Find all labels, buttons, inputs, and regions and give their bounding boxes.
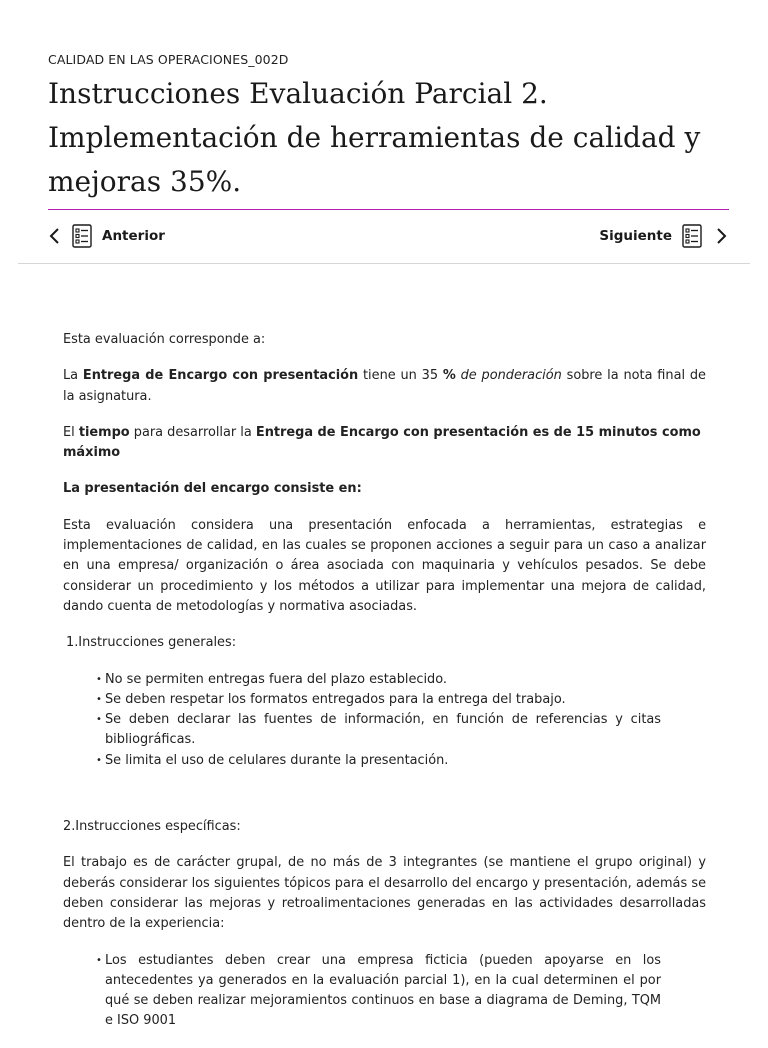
text-run: El bbox=[63, 424, 79, 440]
text-run: sobre la nota final de la asignatura. bbox=[63, 368, 706, 404]
chevron-left-icon bbox=[48, 227, 62, 245]
general-instructions-heading: 1.Instrucciones generales: bbox=[66, 635, 237, 651]
text-run-bold: La presentación del encargo consiste en: bbox=[63, 481, 362, 497]
text-run: La bbox=[63, 368, 83, 384]
nav-divider bbox=[18, 263, 750, 264]
previous-button[interactable] bbox=[48, 220, 165, 252]
content-body bbox=[63, 330, 706, 1048]
previous-label: Anterior bbox=[102, 228, 165, 244]
weight-paragraph bbox=[63, 366, 706, 407]
page-navigation bbox=[48, 220, 728, 252]
text-run: tiene un 35 bbox=[358, 368, 443, 384]
text-run-bold: Entrega de Encargo con presentación es de 15 minutos como máximo bbox=[63, 424, 701, 461]
text-run-italic: de ponderación bbox=[455, 368, 562, 384]
group-work-paragraph: El trabajo es de carácter grupal, de no más de 3 integrantes (se mantiene el grupo original) y deberás considerar los siguientes tópicos para el desarrollo del encargo y presentación, además se deben considerar las mejoras y retroalimentaciones generadas en las actividades desarrolladas dentro de la experiencia: bbox=[63, 855, 706, 932]
general-instructions-list bbox=[63, 670, 706, 771]
list-item: • Se limita el uso de celulares durante la presentación. bbox=[96, 751, 661, 771]
next-button[interactable] bbox=[599, 220, 728, 252]
checklist-icon bbox=[680, 223, 704, 249]
list-item: • Se deben respetar los formatos entregados para la entrega del trabajo. bbox=[96, 690, 661, 710]
list-item: • No se permiten entregas fuera del plazo establecido. bbox=[96, 670, 661, 690]
text-run-bold: % bbox=[442, 368, 456, 384]
course-code: CALIDAD EN LAS OPERACIONES_002D bbox=[48, 52, 289, 67]
title-divider bbox=[48, 209, 729, 210]
section-heading bbox=[63, 479, 706, 499]
text-run-bold: tiempo bbox=[78, 424, 130, 440]
text-run: para desarrollar la bbox=[129, 424, 256, 440]
next-label: Siguiente bbox=[599, 228, 672, 244]
time-paragraph bbox=[63, 423, 706, 464]
chevron-right-icon bbox=[714, 227, 728, 245]
spacer bbox=[63, 787, 706, 817]
description-paragraph: Esta evaluación considera una presentación enfocada a herramientas, estrategias e implementaciones de calidad, en las cuales se proponen acciones a seguir para un caso a analizar en una empresa/ organización o área asociada con maquinaria y vehículos pesados. Se debe considerar un procedimiento y los métodos a utilizar para implementar una mejora de calidad, dando cuenta de metodologías y normativa asociadas. bbox=[63, 517, 706, 614]
list-item: • Se deben declarar las fuentes de información, en función de referencias y citas bibliográficas. bbox=[96, 710, 661, 751]
checklist-icon bbox=[70, 223, 94, 249]
intro-text: Esta evaluación corresponde a: bbox=[63, 332, 266, 347]
specific-instructions-list bbox=[63, 951, 706, 1032]
list-item: • Los estudiantes deben crear una empresa ficticia (pueden apoyarse en los antecedentes ya generados en la evaluación parcial 1), en la cual determinen el por qué se deben realizar mejoramientos continuos en base a diagrama de Deming, TQM e ISO 9001 bbox=[96, 951, 661, 1032]
specific-instructions-heading: 2.Instrucciones específicas: bbox=[63, 819, 241, 835]
page-title: Instrucciones Evaluación Parcial 2. Implementación de herramientas de calidad y mejoras 35%. bbox=[48, 77, 701, 198]
text-run-bold: Entrega de Encargo con presentación bbox=[82, 368, 359, 384]
